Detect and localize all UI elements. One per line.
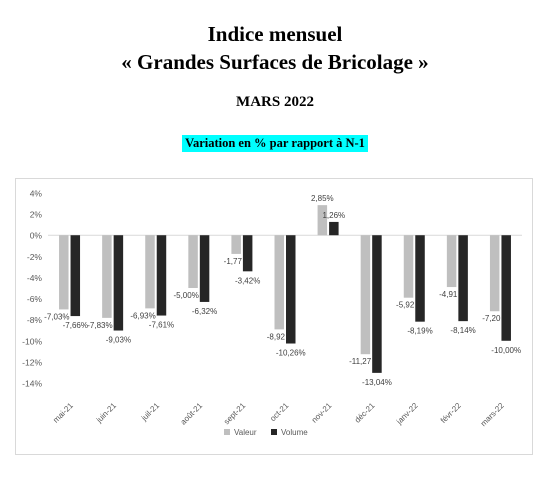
legend-label-volume: Volume	[281, 428, 308, 437]
bar-volume	[415, 235, 425, 321]
data-label-volume: -8,14%	[450, 326, 476, 336]
data-label-volume: -6,32%	[191, 306, 218, 316]
subtitle-container	[0, 134, 550, 152]
y-tick-label: -6%	[26, 294, 42, 305]
x-tick-label: mars-22	[478, 401, 506, 429]
x-tick-label: oct-21	[268, 401, 291, 424]
data-label-volume: -9,03%	[105, 335, 132, 345]
data-label-valeur: 2,85%	[310, 194, 334, 204]
data-label-valeur: -5,92	[396, 300, 415, 310]
bar-valeur	[188, 235, 198, 288]
bar-volume	[501, 235, 511, 341]
y-tick-label: -8%	[26, 315, 42, 326]
data-label-valeur: -7,03%	[44, 312, 70, 322]
bar-valeur	[275, 235, 285, 329]
data-label-valeur: -1,77	[223, 256, 242, 266]
bar-valeur	[145, 235, 155, 308]
y-tick-label: -10%	[22, 336, 42, 347]
data-label-volume: -10,00%	[491, 345, 522, 355]
bar-volume	[243, 235, 253, 271]
bar-volume	[157, 235, 167, 315]
bar-volume	[458, 235, 468, 321]
data-label-valeur: -6,93%	[130, 311, 156, 321]
y-tick-label: 0%	[29, 230, 42, 241]
bar-volume	[114, 235, 124, 330]
data-label-volume: -7,66%	[62, 321, 88, 331]
x-tick-label: déc-21	[352, 401, 377, 425]
period-label: MARS 2022	[236, 94, 314, 110]
bar-volume	[372, 235, 382, 373]
legend-swatch-valeur	[224, 429, 230, 435]
x-tick-label: sept-21	[222, 401, 248, 427]
x-tick-label: févr-22	[438, 401, 463, 426]
data-label-valeur: -11,27	[349, 357, 372, 367]
x-tick-label: janv-22	[394, 401, 420, 426]
y-tick-label: 2%	[29, 209, 42, 220]
data-label-volume: -10,26%	[275, 348, 306, 358]
x-tick-label: juil-21	[139, 401, 162, 423]
x-tick-label: nov-21	[309, 401, 334, 425]
y-tick-label: 4%	[29, 188, 42, 199]
bar-valeur	[447, 235, 457, 287]
bar-volume	[286, 235, 296, 343]
data-label-volume: -8,19%	[407, 326, 433, 336]
bar-valeur	[102, 235, 112, 318]
x-tick-label: août-21	[178, 401, 205, 427]
data-label-volume: 1,26%	[322, 210, 346, 220]
data-label-valeur: -7,83%	[87, 320, 113, 330]
legend-label-valeur: Valeur	[234, 428, 257, 437]
x-tick-label: mai-21	[51, 401, 75, 425]
data-label-valeur: -7,20	[482, 314, 501, 324]
data-label-valeur: -5,00%	[173, 291, 199, 300]
bar-chart	[15, 178, 533, 455]
legend-swatch-volume	[271, 429, 277, 435]
x-tick-label: juin-21	[94, 401, 119, 425]
y-tick-label: -4%	[26, 272, 42, 283]
y-tick-label: -2%	[26, 251, 42, 262]
data-label-valeur: -8,92	[266, 332, 285, 342]
data-label-valeur: -4,91	[439, 290, 458, 300]
y-tick-label: -14%	[22, 378, 42, 389]
chart-subtitle: Variation en % par rapport à N-1	[182, 135, 368, 152]
bar-volume	[200, 235, 210, 302]
bar-valeur	[361, 235, 371, 354]
bar-valeur	[231, 235, 241, 254]
bar-valeur	[59, 235, 69, 309]
y-tick-label: -12%	[22, 357, 42, 368]
data-label-volume: -7,61%	[148, 320, 175, 330]
bar-valeur	[490, 235, 500, 311]
chart-title-line2: « Grandes Surfaces de Bricolage »	[121, 50, 429, 74]
bar-volume	[71, 235, 81, 316]
bar-valeur	[404, 235, 414, 297]
data-label-volume: -3,42%	[234, 276, 261, 286]
data-label-volume: -13,04%	[362, 377, 392, 387]
chart-title-line1: Indice mensuel	[207, 22, 343, 46]
bar-volume	[329, 222, 339, 235]
bar-valeur	[318, 205, 328, 235]
